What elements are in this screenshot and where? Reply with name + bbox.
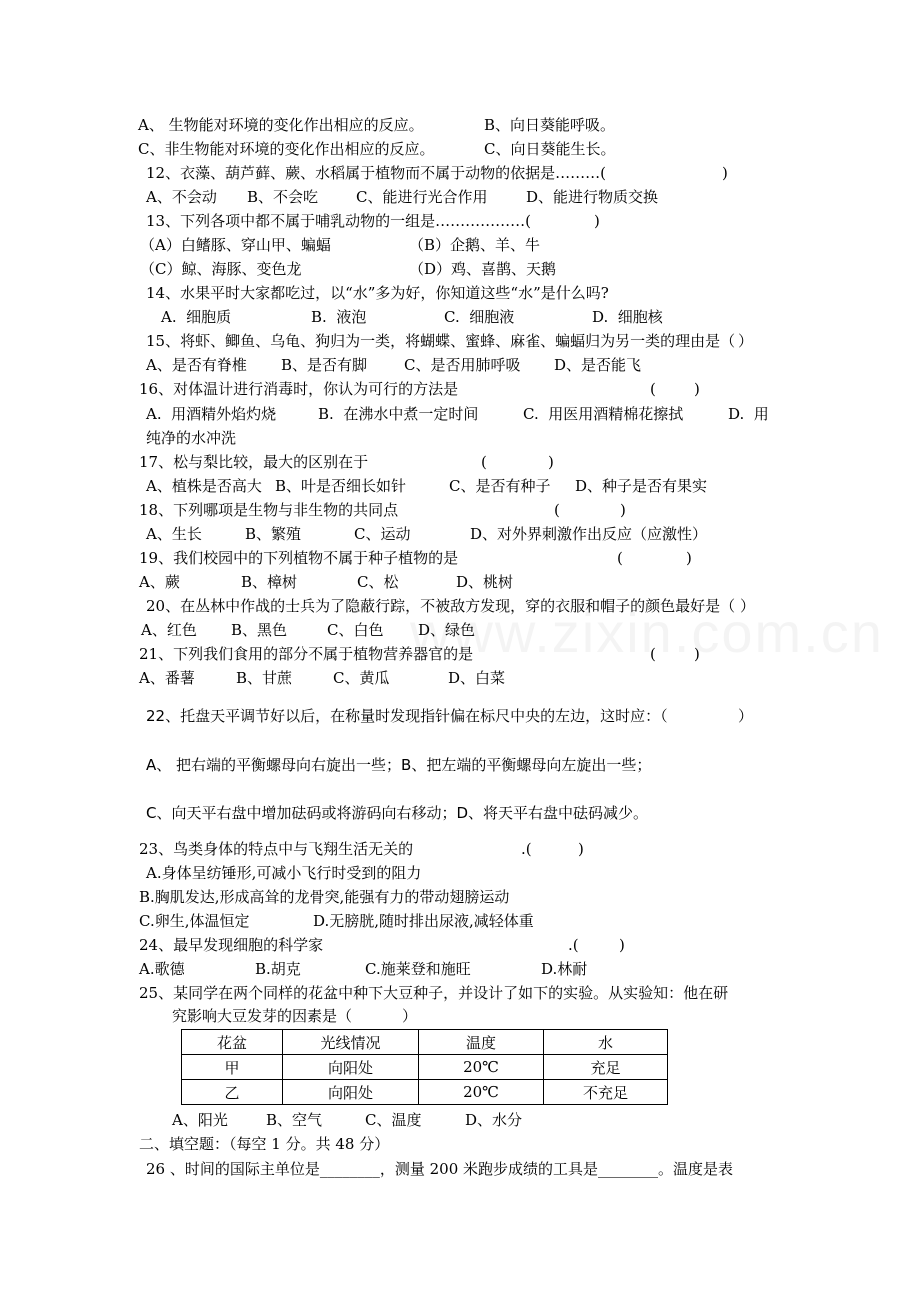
- q11-option-a: A、 生物能对环境的变化作出相应的反应。: [138, 116, 424, 134]
- table-cell: 不充足: [544, 1080, 668, 1105]
- q26-text: 26 、时间的国际主单位是________，测量 200 米跑步成绩的工具是________。温度是表: [146, 1160, 734, 1178]
- q16-option-a: A. 用酒精外焰灼烧: [146, 405, 277, 423]
- q19-stem: 19、我们校园中的下列植物不属于种子植物的是: [139, 549, 459, 567]
- q19-stem-line: [0, 548, 692, 568]
- q16-paren-right: ): [694, 380, 700, 398]
- q11-option-b: B、向日葵能呼吸。: [484, 116, 616, 134]
- q14-option-a: A. 细胞质: [161, 308, 232, 326]
- table-header-cell: 花盆: [182, 1030, 283, 1055]
- q19-option-d: D、桃树: [456, 573, 514, 591]
- q23-stem-line: [0, 839, 584, 859]
- q12-stem: 12、衣藻、葫芦藓、蕨、水稻属于植物而不属于动物的依据是………(: [146, 164, 606, 182]
- q15-stem: 15、将虾、鲫鱼、乌龟、狗归为一类，将蝴蝶、蜜蜂、麻雀、蝙蝠归为另一类的理由是（: [146, 332, 736, 350]
- table-row: [182, 1055, 668, 1080]
- q15-option-c: C、是否用肺呼吸: [404, 356, 521, 374]
- table-header-cell: 水: [544, 1030, 668, 1055]
- q22-options-cd: [0, 803, 649, 823]
- q14-options: [0, 307, 663, 327]
- q16-option-d-cont: 纯净的水冲洗: [146, 429, 237, 447]
- q17-option-a: A、植株是否高大: [146, 477, 262, 495]
- q15-paren: ）: [738, 332, 754, 350]
- q21-paren-left: (: [650, 645, 656, 663]
- q18-options: [0, 524, 708, 544]
- q23-stem: 23、鸟类身体的特点中与飞翔生活无关的: [139, 840, 414, 858]
- table-cell: 20℃: [419, 1080, 544, 1105]
- q23-option-c: C.卵生,体温恒定: [139, 912, 250, 930]
- q12-options: [0, 187, 659, 207]
- q24-option-c: C.施莱登和施旺: [365, 960, 471, 978]
- q13-option-c: （C）鲸、海豚、变色龙: [140, 260, 302, 278]
- q24-paren-right: ): [619, 936, 625, 954]
- q20-option-c: C、白色: [327, 621, 384, 639]
- q24-stem: 24、最早发现细胞的科学家: [139, 936, 324, 954]
- q22-options-ab: [0, 755, 652, 775]
- q21-paren-right: ): [694, 645, 700, 663]
- q19-paren-right: ): [686, 549, 692, 567]
- table-header-row: [182, 1030, 668, 1055]
- q13-stem-line: [0, 211, 600, 231]
- q25-stem-cont-line: [0, 1006, 418, 1026]
- q23-option-a: A.身体呈纺锤形,可减小飞行时受到的阻力: [146, 864, 422, 882]
- q14-option-b: B. 液泡: [311, 308, 367, 326]
- experiment-table: [181, 1029, 668, 1105]
- q21-option-a: A、番薯: [139, 669, 195, 687]
- q17-paren-right: ): [548, 453, 554, 471]
- q11-line1: [0, 115, 616, 135]
- q20-paren: ）: [740, 597, 756, 615]
- q26-line: [0, 1159, 734, 1179]
- q20-option-d: D、绿色: [418, 621, 476, 639]
- q12-stem-line: [0, 163, 728, 183]
- q16-stem: 16、对体温计进行消毒时，你认为可行的方法是: [139, 380, 459, 398]
- q24-option-d: D.林耐: [541, 960, 588, 978]
- q19-paren-left: (: [617, 549, 623, 567]
- q17-option-b: B、叶是否细长如针: [275, 477, 407, 495]
- q16-option-c: C. 用医用酒精棉花擦拭: [523, 405, 684, 423]
- q16-options-cont: [0, 428, 237, 448]
- q18-option-c: C、运动: [354, 525, 411, 543]
- q18-paren-left: (: [554, 501, 560, 519]
- q18-option-d: D、对外界刺激作出反应（应激性）: [470, 525, 708, 543]
- q21-stem-line: [0, 644, 700, 664]
- section2-heading: 二、填空题：（每空 1 分。共 48 分）: [139, 1135, 390, 1153]
- q18-stem-line: [0, 500, 626, 520]
- q19-options: [0, 572, 514, 592]
- q24-paren-left: .(: [568, 936, 579, 954]
- q23-options-cd: [0, 911, 534, 931]
- q15-stem-line: [0, 331, 754, 351]
- q20-option-b: B、黑色: [231, 621, 288, 639]
- q12-option-b: B、不会吃: [247, 188, 319, 206]
- q16-stem-line: [0, 379, 700, 399]
- q22-stem: 22、托盘天平调节好以后，在称量时发现指针偏在标尺中央的左边，这时应：（: [146, 707, 668, 725]
- q18-option-b: B、繁殖: [245, 525, 302, 543]
- q23-paren-right: ): [578, 840, 584, 858]
- q14-stem-line: [0, 283, 609, 303]
- q13-option-a: （A）白鳍豚、穿山甲、蝙蝠: [140, 236, 331, 254]
- q17-option-d: D、种子是否有果实: [575, 477, 708, 495]
- q25-option-b: B、空气: [266, 1111, 323, 1129]
- q16-option-d: D. 用: [728, 405, 769, 423]
- q25-option-a: A、阳光: [172, 1111, 228, 1129]
- q12-option-d: D、能进行物质交换: [526, 188, 659, 206]
- q22-option-cd: C、向天平右盘中增加砝码或将游码向右移动；D、将天平右盘中砝码减少。: [146, 804, 649, 822]
- q20-stem-line: [0, 596, 756, 616]
- q25-paren: ）: [402, 1007, 418, 1025]
- q19-option-b: B、樟树: [241, 573, 298, 591]
- q25-option-c: C、温度: [365, 1111, 422, 1129]
- q21-stem: 21、下列我们食用的部分不属于植物营养器官的是: [139, 645, 474, 663]
- q17-stem-line: [0, 452, 554, 472]
- q12-paren: ): [722, 164, 728, 182]
- q11-option-c: C、非生物能对环境的变化作出相应的反应。: [138, 140, 435, 158]
- q13-option-d: （D）鸡、喜鹊、天鹅: [409, 260, 557, 278]
- q21-option-c: C、黄瓜: [333, 669, 390, 687]
- table-cell: 向阳处: [283, 1080, 419, 1105]
- q25-stem-line: [0, 983, 729, 1003]
- q22-option-ab: A、 把右端的平衡螺母向右旋出一些；B、把左端的平衡螺母向左旋出一些；: [146, 756, 652, 774]
- q16-options: [0, 404, 769, 424]
- q24-option-a: A.歌德: [139, 960, 185, 978]
- q15-option-a: A、是否有脊椎: [146, 356, 247, 374]
- section2-heading-line: [0, 1134, 390, 1154]
- q11-option-d: C、向日葵能生长。: [484, 140, 616, 158]
- q23-option-b-line: [0, 887, 510, 907]
- q12-option-a: A、不会动: [146, 188, 217, 206]
- q21-options: [0, 668, 506, 688]
- q15-option-d: D、是否能飞: [554, 356, 642, 374]
- q13-options-ab: [0, 235, 541, 255]
- table-cell: 甲: [182, 1055, 283, 1080]
- q13-stem: 13、下列各项中都不属于哺乳动物的一组是………………(: [146, 212, 531, 230]
- q25-options: [0, 1110, 523, 1130]
- q21-option-d: D、白菜: [448, 669, 506, 687]
- table-row: [182, 1080, 668, 1105]
- q19-option-a: A、蕨: [139, 573, 180, 591]
- q15-options: [0, 355, 642, 375]
- q14-option-d: D. 细胞核: [592, 308, 663, 326]
- q24-option-b: B.胡克: [255, 960, 301, 978]
- q15-option-b: B、是否有脚: [281, 356, 368, 374]
- q19-option-c: C、松: [357, 573, 399, 591]
- q25-stem-cont: 究影响大豆发芽的因素是（: [172, 1007, 353, 1025]
- table-header-cell: 温度: [419, 1030, 544, 1055]
- table-header-cell: 光线情况: [283, 1030, 419, 1055]
- q25-option-d: D、水分: [465, 1111, 523, 1129]
- q13-options-cd: [0, 259, 557, 279]
- q20-option-a: A、红色: [141, 621, 197, 639]
- q16-option-b: B. 在沸水中煮一定时间: [318, 405, 479, 423]
- q18-paren-right: ): [620, 501, 626, 519]
- q23-option-b: B.胸肌发达,形成高耸的龙骨突,能强有力的带动翅膀运动: [139, 888, 510, 906]
- q22-stem-line: [0, 706, 754, 726]
- table-cell: 向阳处: [283, 1055, 419, 1080]
- q14-option-c: C. 细胞液: [444, 308, 515, 326]
- q16-paren-left: (: [650, 380, 656, 398]
- q14-stem: 14、水果平时大家都吃过，以“水”多为好，你知道这些“水”是什么吗?: [146, 284, 609, 302]
- q12-option-c: C、能进行光合作用: [356, 188, 488, 206]
- q20-stem: 20、在丛林中作战的士兵为了隐蔽行踪，不被敌方发现，穿的衣服和帽子的颜色最好是（: [146, 597, 736, 615]
- q24-stem-line: [0, 935, 625, 955]
- q24-options: [0, 959, 588, 979]
- q23-paren-left: .(: [521, 840, 532, 858]
- q23-option-a-line: [0, 863, 422, 883]
- q17-paren-left: (: [481, 453, 487, 471]
- q22-paren: ）: [738, 707, 754, 725]
- q21-option-b: B、甘蔗: [236, 669, 293, 687]
- q20-options: [0, 620, 476, 640]
- q17-stem: 17、松与梨比较，最大的区别在于: [139, 453, 369, 471]
- table-cell: 20℃: [419, 1055, 544, 1080]
- table-cell: 充足: [544, 1055, 668, 1080]
- q13-paren: ): [594, 212, 600, 230]
- q18-stem: 18、下列哪项是生物与非生物的共同点: [139, 501, 399, 519]
- q25-stem: 25、某同学在两个同样的花盆中种下大豆种子，并设计了如下的实验。从实验知：他在研: [139, 984, 729, 1002]
- q23-option-d: D.无膀胱,随时排出尿液,减轻体重: [313, 912, 534, 930]
- q11-line2: [0, 139, 616, 159]
- table-cell: 乙: [182, 1080, 283, 1105]
- q17-options: [0, 476, 708, 496]
- q18-option-a: A、生长: [146, 525, 202, 543]
- q13-option-b: （B）企鹅、羊、牛: [409, 236, 541, 254]
- q17-option-c: C、是否有种子: [449, 477, 551, 495]
